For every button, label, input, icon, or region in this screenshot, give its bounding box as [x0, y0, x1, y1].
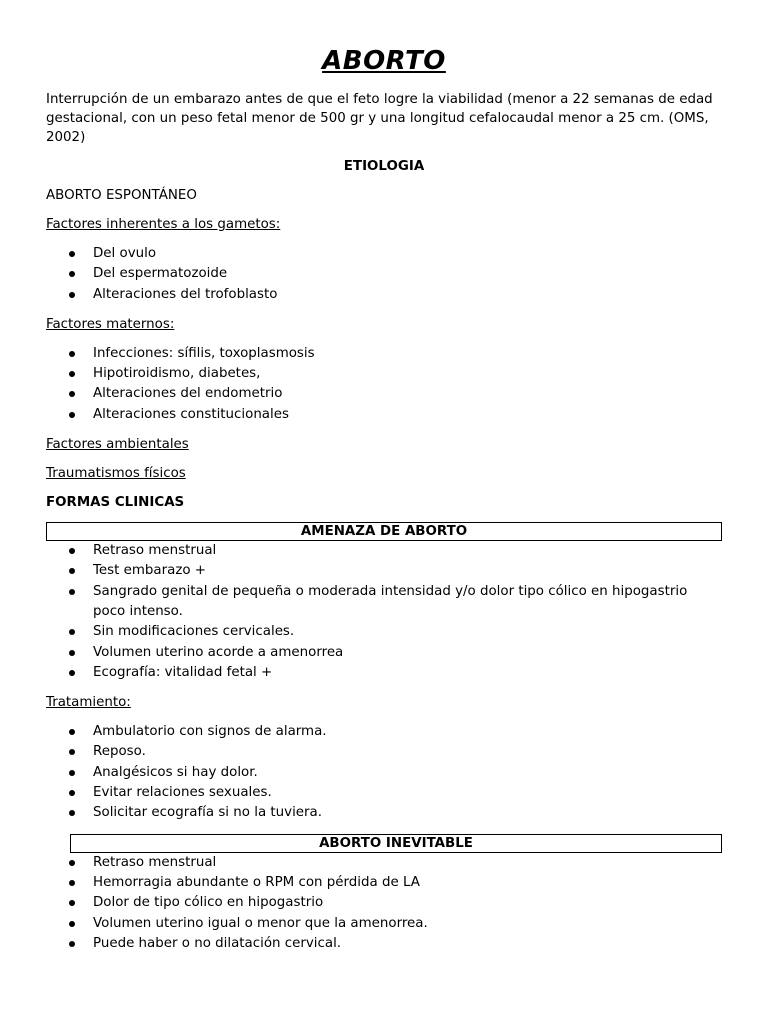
list-item: Alteraciones del trofoblasto [46, 285, 722, 305]
list-item: Puede haber o no dilatación cervical. [46, 934, 722, 954]
list-item: Retraso menstrual [46, 541, 722, 561]
list-item: Volumen uterino acorde a amenorrea [46, 643, 722, 663]
page-title: ABORTO [322, 46, 446, 76]
list-gametos [46, 244, 722, 305]
list-item: Sin modificaciones cervicales. [46, 622, 722, 642]
heading-maternos: Factores maternos: [46, 316, 175, 332]
heading-tratamiento: Tratamiento: [46, 695, 131, 711]
box-heading-inevitable: ABORTO INEVITABLE [70, 834, 722, 853]
list-tratamiento [46, 722, 722, 823]
heading-ambientales: Factores ambientales [46, 437, 189, 453]
list-item: Sangrado genital de pequeña o moderada intensidad y/o dolor tipo cólico en hipogastrio poco intenso. [46, 582, 722, 623]
list-item: Retraso menstrual [46, 853, 722, 873]
list-item: Hipotiroidismo, diabetes, [46, 364, 722, 384]
list-item: Hemorragia abundante o RPM con pérdida de LA [46, 873, 722, 893]
list-item: Alteraciones del endometrio [46, 384, 722, 404]
intro-paragraph: Interrupción de un embarazo antes de que el feto logre la viabilidad (menor a 22 semanas de edad gestacional, con un peso fetal menor de 500 gr y una longitud cefalocaudal menor a 25 cm. (OMS, 2002) [46, 92, 713, 145]
heading-traumatismos: Traumatismos físicos [46, 466, 186, 482]
list-item: Dolor de tipo cólico en hipogastrio [46, 893, 722, 913]
document-page [46, 44, 722, 964]
list-item: Del espermatozoide [46, 264, 722, 284]
section-etiologia: ETIOLOGIA [343, 159, 425, 174]
section-aborto-espontaneo: ABORTO ESPONTÁNEO [46, 188, 197, 203]
list-item: Evitar relaciones sexuales. [46, 783, 722, 803]
box-heading-amenaza: AMENAZA DE ABORTO [46, 522, 722, 541]
heading-gametos: Factores inherentes a los gametos: [46, 217, 281, 232]
section-formas-clinicas: FORMAS CLINICAS [46, 495, 185, 511]
list-item: Volumen uterino igual o menor que la amenorrea. [46, 914, 722, 934]
list-amenaza [46, 541, 722, 683]
list-item: Del ovulo [46, 244, 722, 264]
list-item: Ambulatorio con signos de alarma. [46, 722, 722, 742]
list-item: Alteraciones constitucionales [46, 405, 722, 425]
list-item: Analgésicos si hay dolor. [46, 763, 722, 783]
list-item: Solicitar ecografía si no la tuviera. [46, 803, 722, 823]
list-item: Ecografía: vitalidad fetal + [46, 663, 722, 683]
list-item: Reposo. [46, 742, 722, 762]
list-maternos [46, 344, 722, 425]
list-inevitable [46, 853, 722, 954]
list-item: Infecciones: sífilis, toxoplasmosis [46, 344, 722, 364]
list-item: Test embarazo + [46, 561, 722, 581]
